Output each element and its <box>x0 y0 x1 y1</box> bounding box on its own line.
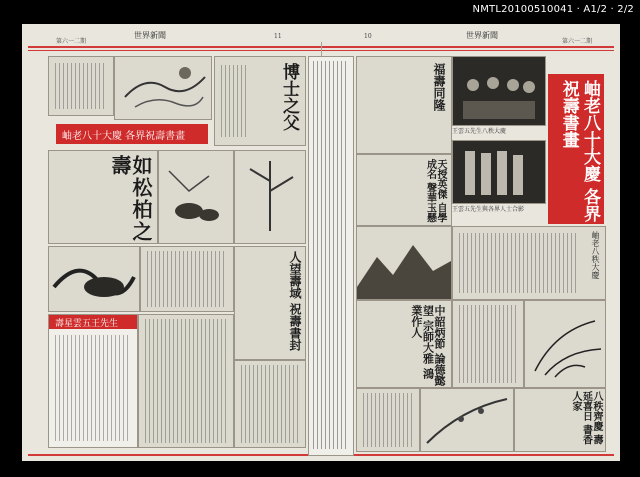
catalog-id: NMTL20100510041 · A1/2 · 2/2 <box>472 4 634 15</box>
date-left: 第六一二期 <box>56 38 87 45</box>
ink-painting <box>48 246 140 312</box>
calligraphy-scroll <box>138 314 234 448</box>
photo-caption-2: 王雲五先生與各界人士合影 <box>452 206 525 213</box>
masthead-left-name: 世界新聞 <box>134 31 166 40</box>
longevity-text: 如松柏之壽 <box>108 155 153 243</box>
virtue-panel <box>356 154 452 226</box>
page-number-right: 10 <box>364 33 372 40</box>
sidebar-header <box>49 315 137 329</box>
calligraphy-grid <box>140 246 234 312</box>
masthead-right-name: 世界新聞 <box>466 31 498 40</box>
celebration-text: 八秩齊慶 壽延喜日 書香人家 <box>570 391 602 445</box>
tree-painting <box>234 150 306 244</box>
landscape-painting <box>114 56 212 120</box>
left-banner-text: 岫老八十大慶 各界祝壽書畫 <box>62 131 186 142</box>
celebration-calligraphy <box>514 388 606 452</box>
photo-caption-1: 王雲五先生八秩大慶 <box>452 128 507 135</box>
date-right: 第六一二期 <box>562 38 593 45</box>
tribute-panel <box>356 300 452 388</box>
people-panel <box>234 246 306 360</box>
fortune-panel <box>356 56 452 154</box>
fortune-text: 福壽同隆 <box>432 63 446 111</box>
mountain-painting <box>356 226 452 300</box>
page-number-left: 11 <box>274 33 282 40</box>
animal-painting <box>158 150 234 244</box>
sidebar-title: 壽星雲五王先生 <box>55 319 119 329</box>
doctor-father-text: 博士之父 <box>279 63 299 131</box>
elder-text: 岫老八秩大慶 <box>591 231 600 279</box>
running-script-panel <box>356 388 420 452</box>
center-article <box>308 56 354 456</box>
people-text: 人望壽域 祝壽書封 <box>288 251 302 352</box>
feature-title-box <box>548 74 604 224</box>
plum-blossom-painting <box>420 388 514 452</box>
regular-script-panel <box>452 226 606 300</box>
pine-cypress-calligraphy <box>48 150 158 244</box>
cursive-panel <box>452 300 524 388</box>
orchid-painting <box>524 300 606 388</box>
virtue-text: 天授英傑 自學成名 聲華玉懸 <box>424 159 446 223</box>
newspaper-sheet <box>22 24 620 461</box>
biography-box <box>48 314 138 448</box>
seal-script-panel <box>234 360 306 448</box>
tribute-text: 中韶炳節 論德懿望 宗師大雅 鴻業作人 <box>409 305 446 386</box>
doctor-father-panel <box>214 56 306 146</box>
group-photo-top <box>452 56 546 126</box>
left-banner <box>56 124 208 144</box>
calligraphy-panel <box>48 56 114 116</box>
feature-title: 岫老八十大慶 各界祝壽書畫 <box>558 80 600 222</box>
group-photo-bottom <box>452 140 546 204</box>
